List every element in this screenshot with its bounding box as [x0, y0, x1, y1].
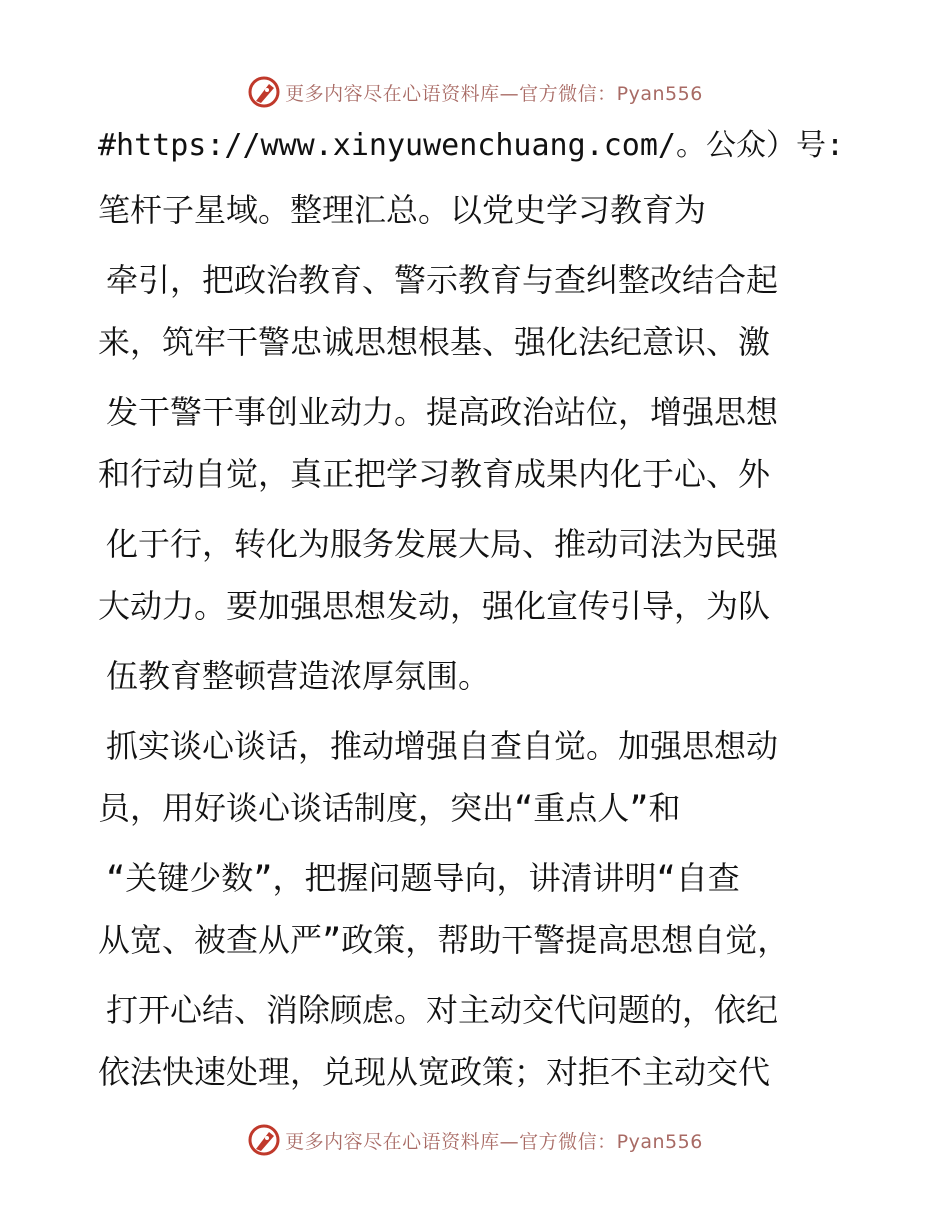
text-line: 伍教育整顿营造浓厚氛围。	[106, 657, 491, 695]
footer-banner	[0, 1120, 950, 1160]
text-line: “关键少数”，把握问题导向，讲清讲明“自查	[106, 859, 740, 897]
text-line: 抓实谈心谈话，推动增强自查自觉。加强思想动	[106, 727, 779, 765]
text-line: 依法快速处理，兑现从宽政策；对拒不主动交代	[98, 1053, 771, 1091]
pen-nib-logo-icon	[247, 75, 281, 109]
text-line: 大动力。要加强思想发动，强化宣传引导，为队	[98, 587, 771, 625]
text-line: 牵引，把政治教育、警示教育与查纠整改结合起	[106, 261, 779, 299]
text-line: 笔杆子星域。整理汇总。以党史学习教育为	[98, 191, 707, 229]
text-line: 从宽、被查从严”政策，帮助干警提高思想自觉，	[98, 921, 790, 959]
text-line: 来，筑牢干警忠诚思想根基、强化法纪意识、激	[98, 323, 771, 361]
text-line: 和行动自觉，真正把学习教育成果内化于心、外	[98, 455, 771, 493]
text-line: 打开心结、消除顾虑。对主动交代问题的，依纪	[106, 991, 779, 1029]
text-line: #https://www.xinyuwenchuang.com/。公众）号:	[98, 128, 845, 163]
pen-nib-logo-icon	[247, 1123, 281, 1157]
text-line: 发干警干事创业动力。提高政治站位，增强思想	[106, 393, 779, 431]
text-line: 员，用好谈心谈话制度，突出“重点人”和	[98, 789, 681, 827]
header-banner	[0, 72, 950, 112]
text-line: 化于行，转化为服务发展大局、推动司法为民强	[106, 525, 779, 563]
header-banner-text: 更多内容尽在心语资料库—官方微信：Pyan556	[285, 82, 703, 105]
footer-banner-text: 更多内容尽在心语资料库—官方微信：Pyan556	[285, 1130, 703, 1153]
